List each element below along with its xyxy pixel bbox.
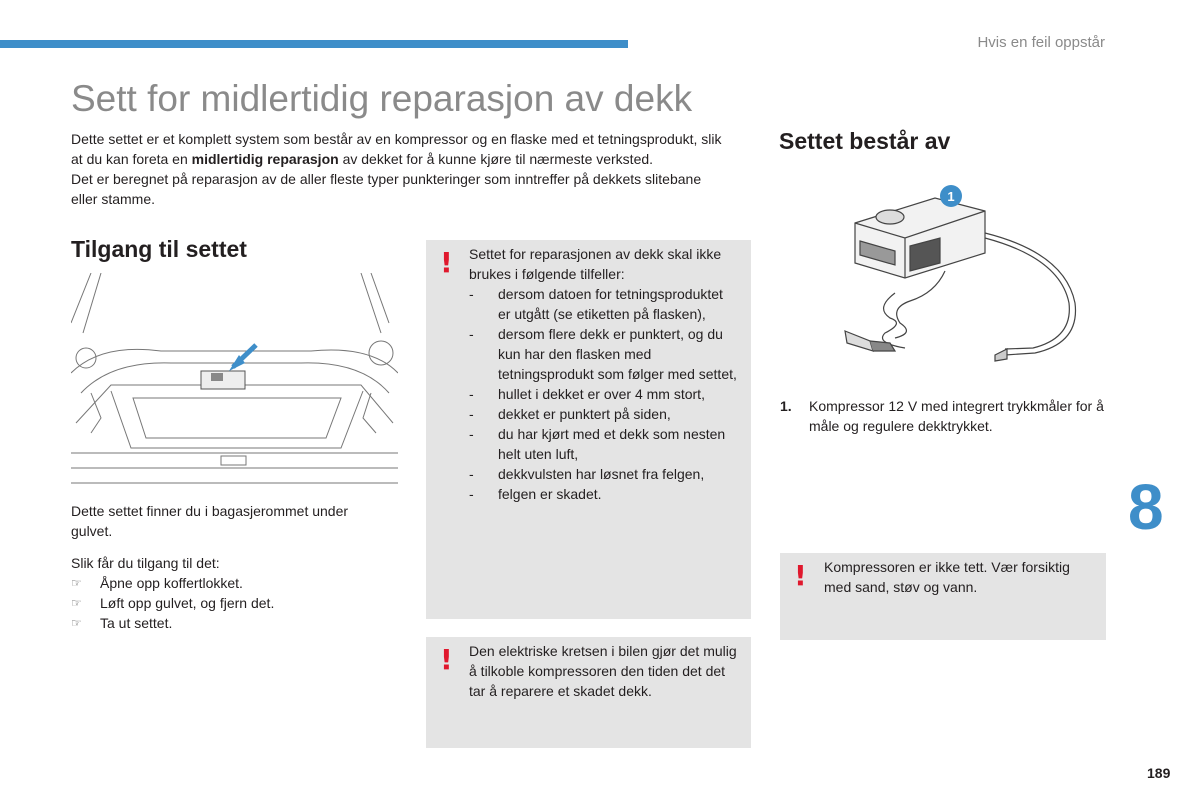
- kit-item: [780, 396, 1110, 436]
- warning-box-compressor: [780, 553, 1106, 640]
- list-item: - du har kjørt med et dekk som nesten helt uten luft,: [469, 426, 726, 462]
- access-heading: Tilgang til settet: [71, 236, 247, 262]
- callout-label: 1: [947, 189, 955, 204]
- list-item: - dekket er punktert på siden,: [469, 406, 671, 422]
- warning-box-restrictions: [426, 240, 751, 619]
- trunk-illustration: [71, 273, 398, 495]
- page-number: 189: [1147, 765, 1171, 781]
- intro-p1-start: Dette settet er et komplett system som består av en kompressor og en flaske med et tetningsprodukt, slik at du kan foreta en: [71, 131, 722, 167]
- list-item: - dersom datoen for tetningsproduktet er utgått (se etiketten på flasken),: [469, 286, 723, 322]
- pointing-hand-icon: ☞: [71, 576, 82, 590]
- list-item: ☞ Ta ut settet.: [71, 615, 173, 631]
- pointing-hand-icon: ☞: [71, 616, 82, 630]
- list-item: - dersom flere dekk er punktert, og du kun har den flasken med tetningsprodukt som følger med settet,: [469, 326, 737, 382]
- list-item: - felgen er skadet.: [469, 486, 602, 502]
- exclamation-icon: !: [794, 559, 807, 592]
- compressor-illustration: [835, 183, 1085, 378]
- exclamation-icon: !: [440, 643, 453, 676]
- pointing-hand-icon: ☞: [71, 596, 82, 610]
- location-text: Dette settet finner du i bagasjerommet under gulvet.: [71, 503, 349, 539]
- section-title: Hvis en feil oppstår: [977, 34, 1105, 51]
- electrical-warning-text: Den elektriske kretsen i bilen gjør det mulig å tilkoble kompressoren den tiden det det tar å reparere et skadet dekk.: [469, 643, 737, 699]
- restriction-list: [469, 284, 739, 504]
- exclamation-icon: !: [440, 246, 453, 279]
- kit-heading: Settet består av: [779, 128, 951, 154]
- list-item: ☞ Åpne opp koffertlokket.: [71, 575, 243, 591]
- how-to-label: Slik får du tilgang til det:: [71, 555, 220, 571]
- intro-p1-bold: midlertidig reparasjon: [191, 151, 339, 167]
- chapter-number: 8: [1128, 471, 1164, 543]
- list-item: - hullet i dekket er over 4 mm stort,: [469, 386, 705, 402]
- intro-p1-end: av dekket for å kunne kjøre til nærmeste verksted.: [338, 151, 654, 167]
- intro-p2: Det er beregnet på reparasjon av de aller fleste typer punkteringer som inntreffer på dekkets slitebane eller stamme.: [71, 171, 702, 207]
- intro-text: [71, 129, 731, 209]
- page-title: Sett for midlertidig reparasjon av dekk: [71, 78, 693, 119]
- list-item: - dekkvulsten har løsnet fra felgen,: [469, 466, 705, 482]
- list-item: ☞ Løft opp gulvet, og fjern det.: [71, 595, 275, 611]
- header-accent-bar: [0, 40, 628, 48]
- warning-intro: Settet for reparasjonen av dekk skal ikke brukes i følgende tilfeller:: [469, 246, 722, 282]
- item-number: 1.: [780, 398, 792, 414]
- item-description: Kompressor 12 V med integrert trykkmåler for å måle og regulere dekktrykket.: [809, 398, 1104, 434]
- compressor-warning-text: Kompressoren er ikke tett. Vær forsiktig med sand, støv og vann.: [824, 559, 1070, 595]
- access-steps: [71, 573, 391, 633]
- warning-box-electrical: [426, 637, 751, 748]
